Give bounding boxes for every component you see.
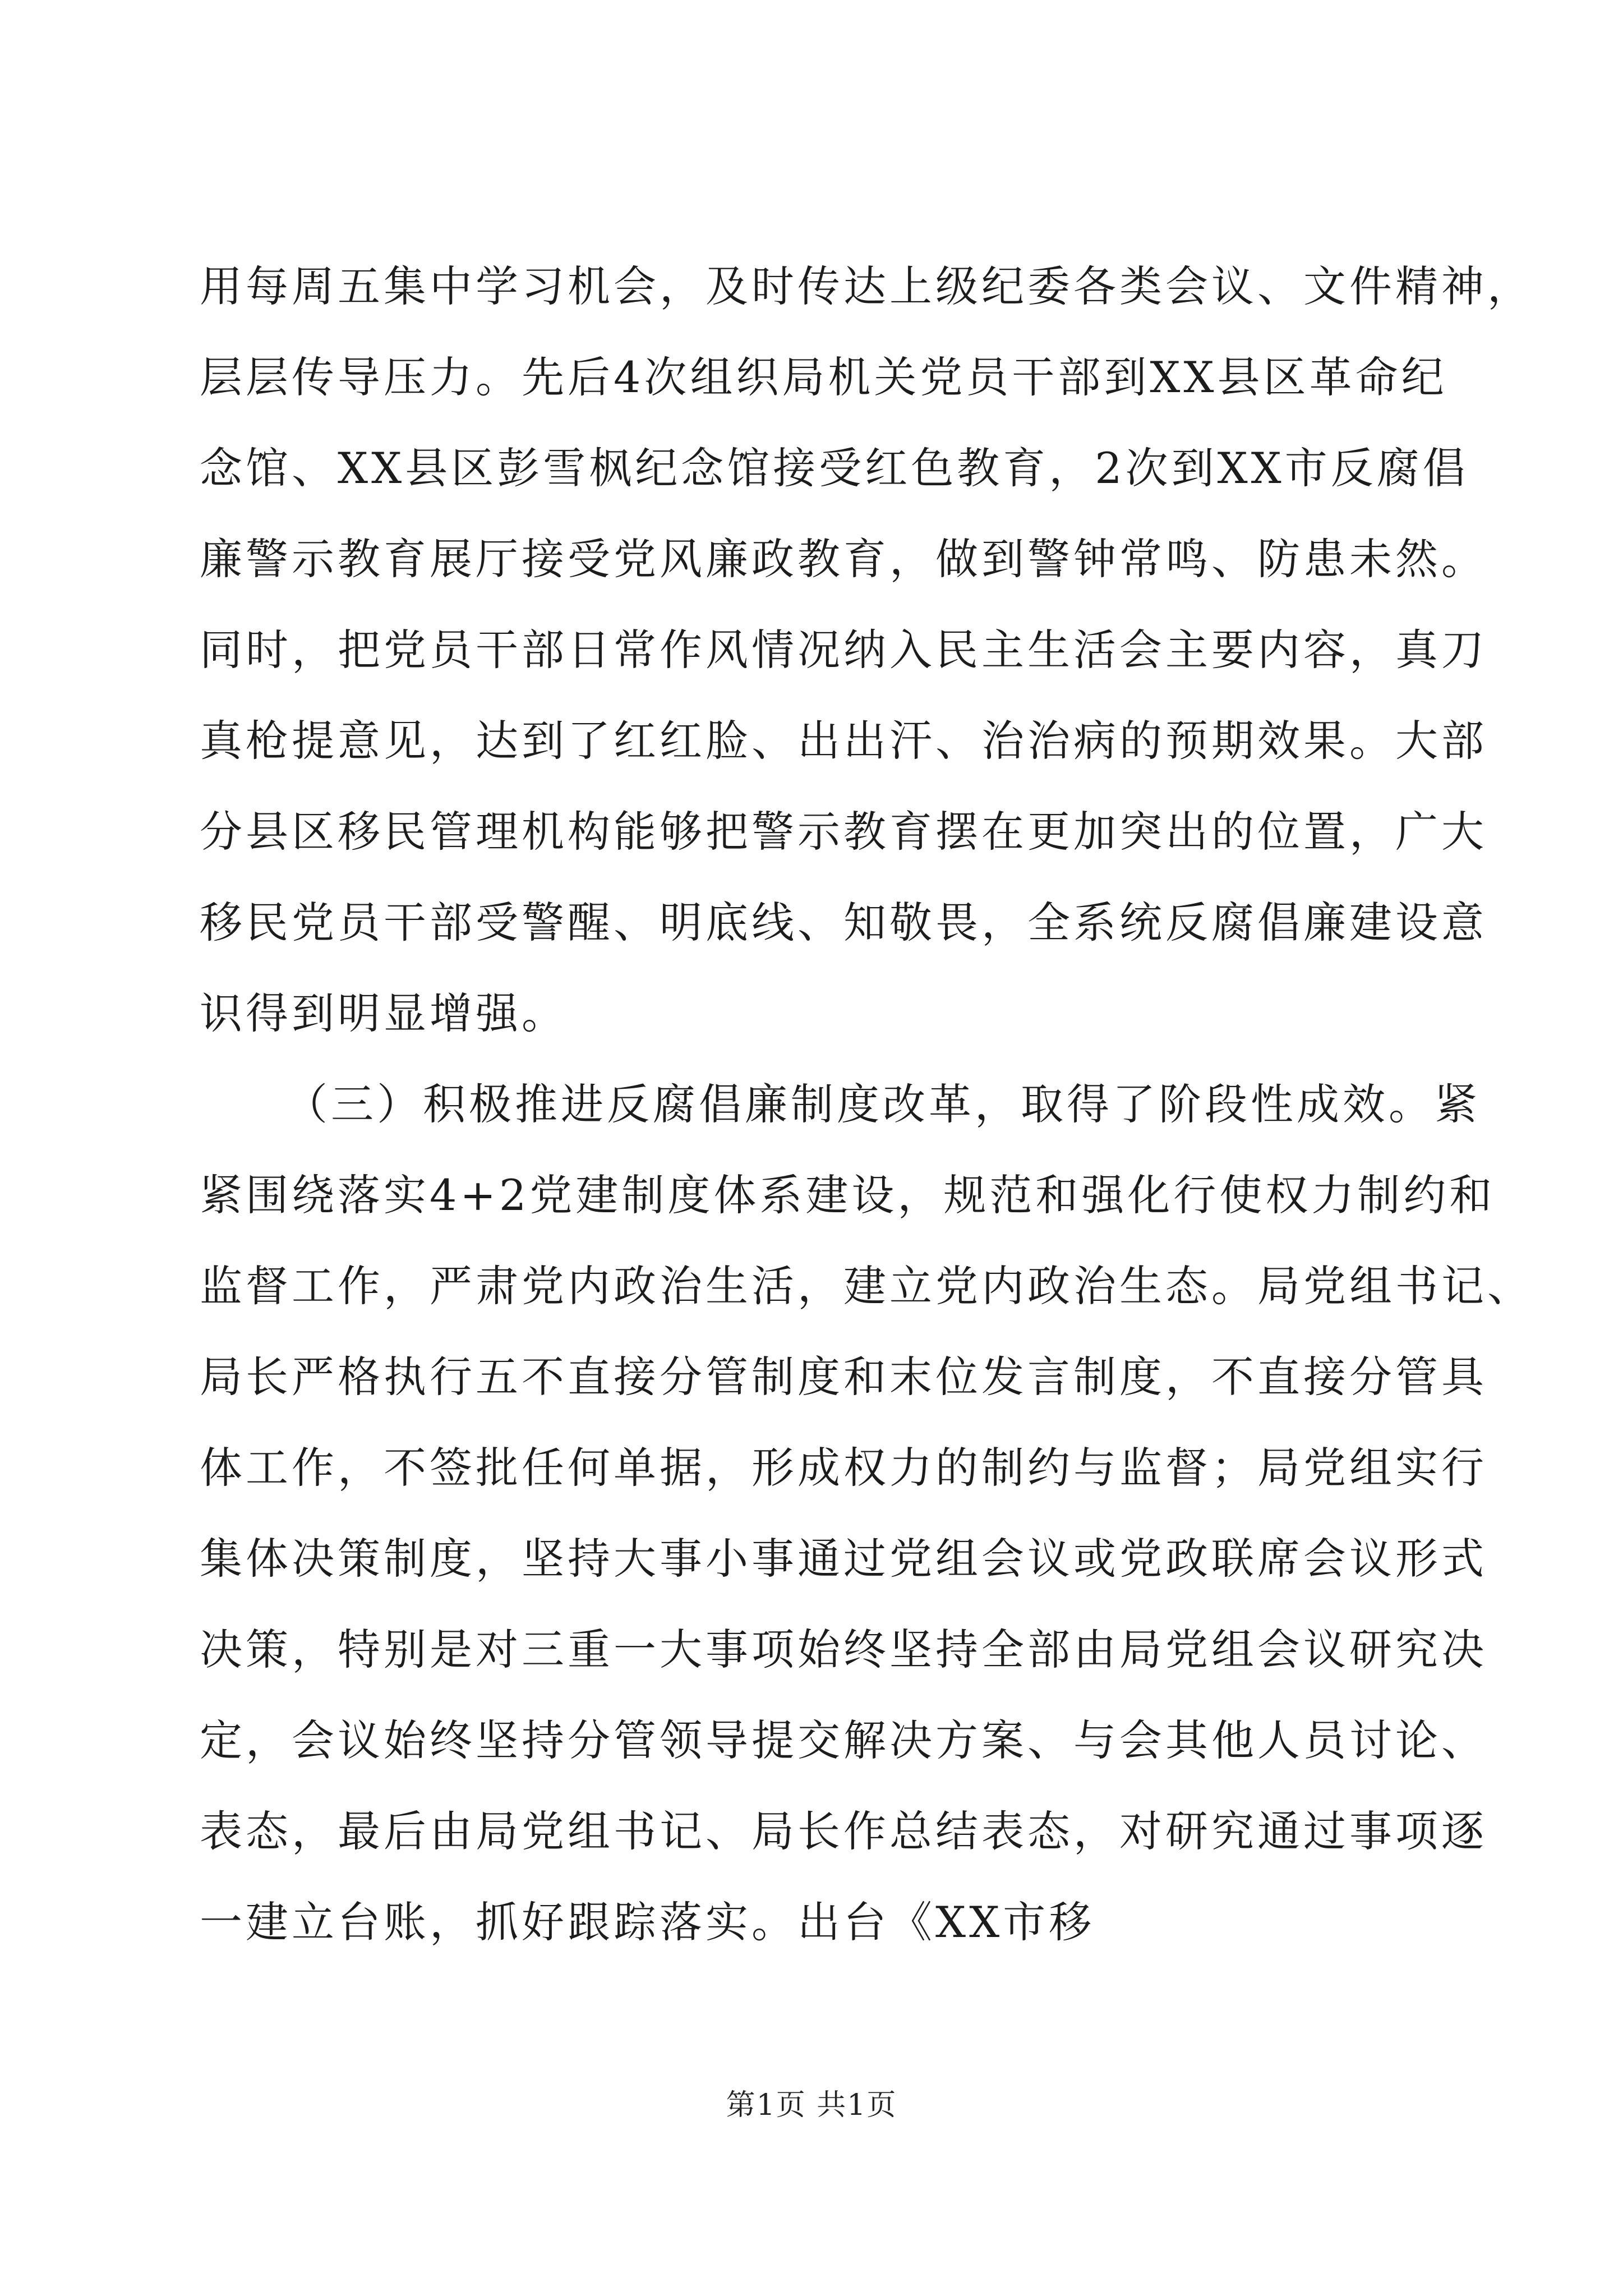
text-line: 念馆、XX县区彭雪枫纪念馆接受红色教育，2次到XX市反腐倡: [200, 443, 1469, 493]
text-line: 决策，特别是对三重一大事项始终坚持全部由局党组会议研究决: [200, 1625, 1487, 1674]
text-line: 用每周五集中学习机会，及时传达上级纪委各类会议、文件精神，: [200, 261, 1533, 311]
page-number-footer: 第1页 共1页: [726, 2088, 897, 2122]
text-line: 真枪提意见，达到了红红脸、出出汗、治治病的预期效果。大部: [200, 716, 1487, 766]
text-line: 分县区移民管理机构能够把警示教育摆在更加突出的位置，广大: [200, 807, 1487, 857]
text-line: 紧围绕落实4+2党建制度体系建设，规范和强化行使权力制约和: [200, 1170, 1496, 1220]
text-line: 集体决策制度，坚持大事小事通过党组会议或党政联席会议形式: [200, 1534, 1487, 1584]
text-line: 局长严格执行五不直接分管制度和末位发言制度，不直接分管具: [200, 1352, 1487, 1402]
text-line: 识得到明显增强。: [200, 988, 568, 1038]
text-line: 体工作，不签批任何单据，形成权力的制约与监督；局党组实行: [200, 1443, 1487, 1493]
text-line: 一建立台账，抓好跟踪落实。出台《XX市移: [200, 1897, 1095, 1947]
text-line: 表态，最后由局党组书记、局长作总结表态，对研究通过事项逐: [200, 1806, 1487, 1856]
text-line: 层层传导压力。先后4次组织局机关党员干部到XX县区革命纪: [200, 352, 1447, 402]
text-line: 定，会议始终坚持分管领导提交解决方案、与会其他人员讨论、: [200, 1715, 1487, 1765]
text-line: 移民党员干部受警醒、明底线、知敬畏，全系统反腐倡廉建设意: [200, 898, 1487, 947]
text-line: 廉警示教育展厅接受党风廉政教育，做到警钟常鸣、防患未然。: [200, 534, 1487, 584]
text-line: 监督工作，严肃党内政治生活，建立党内政治生态。局党组书记、: [200, 1261, 1533, 1311]
text-line: 同时，把党员干部日常作风情况纳入民主生活会主要内容，真刀: [200, 625, 1487, 675]
section-heading-line: （三）积极推进反腐倡廉制度改革，取得了阶段性成效。紧: [285, 1079, 1481, 1129]
document-body: [200, 241, 1533, 1968]
